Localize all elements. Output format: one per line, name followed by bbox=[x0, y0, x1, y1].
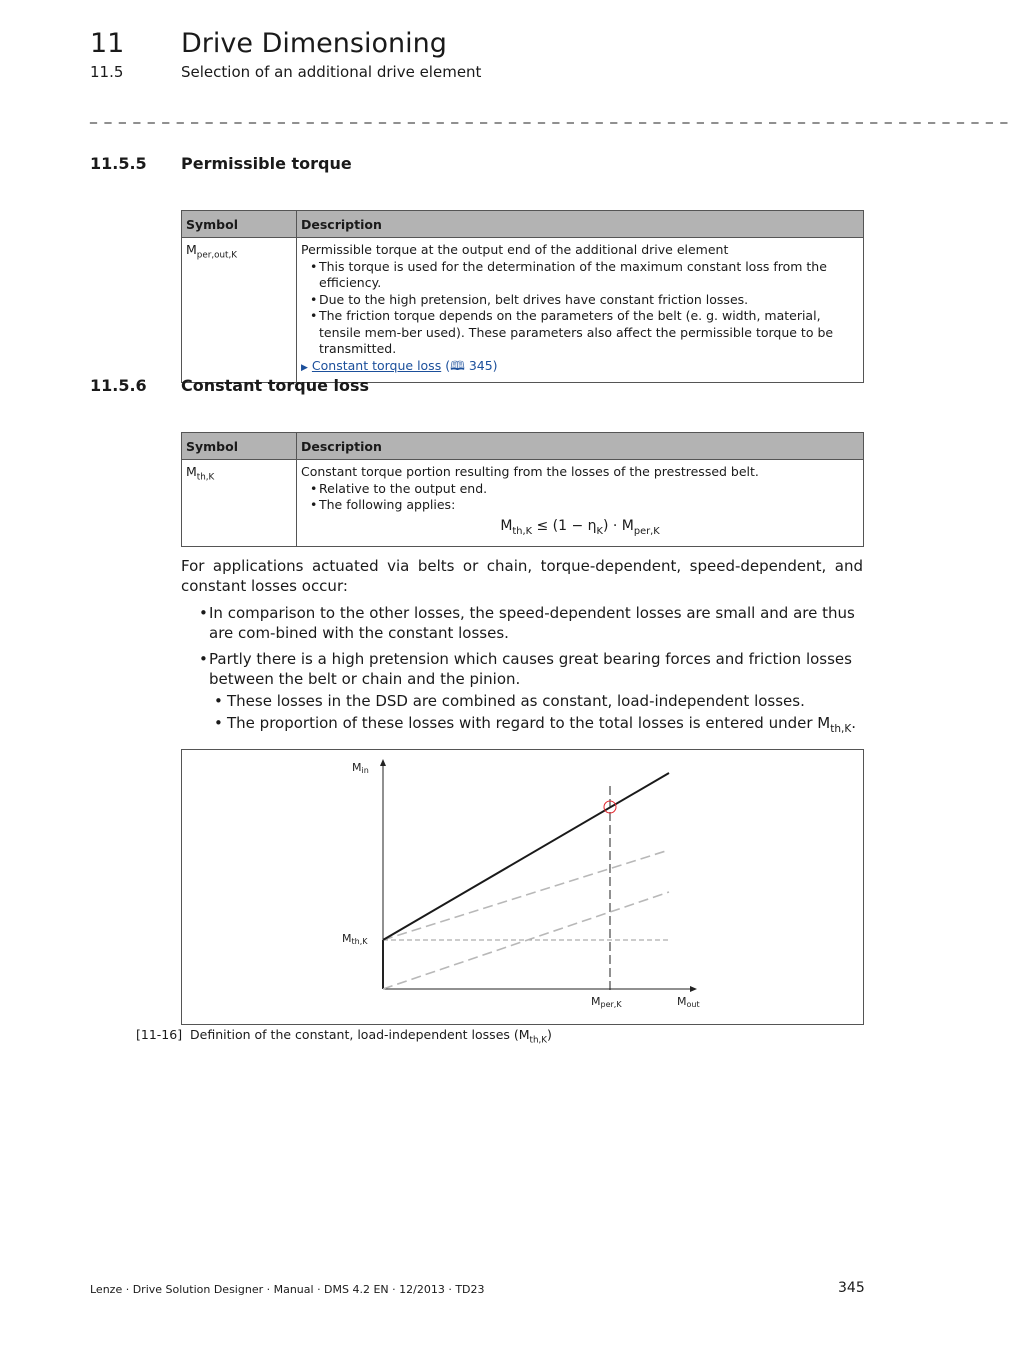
sub-bullet-dot: • bbox=[214, 714, 223, 732]
description-cell bbox=[297, 238, 864, 383]
symbol-main: M bbox=[186, 242, 197, 257]
sub-bullet-sub: th,K bbox=[830, 723, 852, 735]
section-title: Selection of an additional drive element bbox=[181, 63, 482, 81]
formula bbox=[301, 518, 859, 540]
list-item: • The friction torque depends on the parameters of the belt (e. g. width, material, tensile mem-ber used). These parameters also affect the permissible torque to be transmitted. bbox=[319, 308, 859, 358]
caption-text: Definition of the constant, load-independent losses (M bbox=[190, 1027, 530, 1042]
section-1156-number: 11.5.6 bbox=[90, 376, 147, 395]
cross-reference bbox=[301, 358, 859, 377]
list-item: • The following applies: bbox=[319, 497, 859, 514]
upper-grey-dashed-line bbox=[383, 850, 669, 940]
section-number: 11.5 bbox=[90, 63, 124, 81]
sub-bullet-dot: • bbox=[214, 692, 223, 710]
symbol-sub: per,out,K bbox=[196, 250, 237, 261]
bullet-pretension: Partly there is a high pretension which causes great bearing forces and friction losses between the belt or chain and the pinion. bbox=[209, 650, 852, 688]
bullet-dot: • bbox=[199, 604, 208, 622]
table-header-symbol: Symbol bbox=[182, 433, 297, 460]
sub-bullet-dsd: These losses in the DSD are combined as constant, load-independent losses. bbox=[227, 692, 805, 710]
symbol-sub: th,K bbox=[196, 472, 215, 483]
symbol-cell bbox=[182, 238, 297, 383]
figure-caption bbox=[136, 1027, 552, 1046]
section-1155-number: 11.5.5 bbox=[90, 154, 147, 173]
page-number: 345 bbox=[838, 1280, 865, 1296]
permissible-torque-table bbox=[181, 210, 864, 383]
label-mth: Mth,K bbox=[342, 932, 368, 946]
torque-loss-diagram bbox=[181, 749, 864, 1025]
caption-number: [11-16] bbox=[136, 1027, 183, 1042]
main-torque-line bbox=[383, 773, 669, 940]
arrow-right-icon: ▶ bbox=[301, 362, 308, 373]
header-separator: _ _ _ _ _ _ _ _ _ _ _ _ _ _ _ _ _ _ _ _ _ _ _ _ _ _ _ _ _ _ _ _ _ _ _ _ _ _ _ _ _ _ _ _ _ _ _ _ _ _ _ _ _ _ _ _ _ _ _ _ _ _ _ _ bbox=[90, 108, 1009, 124]
description-intro: Constant torque portion resulting from the losses of the prestressed belt. bbox=[301, 464, 759, 479]
description-intro: Permissible torque at the output end of the additional drive element bbox=[301, 242, 729, 257]
formula-rhs-sub: per,K bbox=[633, 525, 660, 537]
footer-text: Lenze · Drive Solution Designer · Manual · DMS 4.2 EN · 12/2013 · TD23 bbox=[90, 1283, 485, 1296]
symbol-main: M bbox=[186, 464, 197, 479]
symbol-cell bbox=[182, 460, 297, 547]
table-header-description: Description bbox=[297, 433, 864, 460]
link-ref-open: ( bbox=[445, 357, 451, 373]
formula-lhs-sub: th,K bbox=[512, 525, 532, 537]
table-row bbox=[182, 460, 864, 547]
chapter-title: Drive Dimensioning bbox=[181, 28, 447, 59]
formula-eta-sub: K bbox=[596, 525, 603, 537]
diagram-svg bbox=[182, 750, 863, 1024]
formula-middle: ≤ (1 − η bbox=[532, 517, 597, 534]
book-icon: 🕮 bbox=[450, 357, 465, 373]
caption-end: ) bbox=[547, 1027, 552, 1042]
intro-paragraph: For applications actuated via belts or chain, torque-dependent, speed-dependent, and constant losses occur: bbox=[181, 557, 863, 595]
chapter-number: 11 bbox=[90, 28, 125, 59]
table-row bbox=[182, 238, 864, 383]
page-reference-link[interactable]: 345) bbox=[468, 357, 498, 373]
description-cell bbox=[297, 460, 864, 547]
sub-bullet-proportion bbox=[227, 714, 863, 740]
label-mout: Mout bbox=[677, 995, 700, 1009]
constant-torque-loss-table bbox=[181, 432, 864, 547]
sub-bullet-text: The proportion of these losses with regard to the total losses is entered under M bbox=[227, 714, 831, 732]
sub-bullet-end: . bbox=[851, 714, 857, 732]
section-1156-title: Constant torque loss bbox=[181, 376, 370, 395]
table-header-symbol: Symbol bbox=[182, 211, 297, 238]
list-item: • This torque is used for the determination of the maximum constant loss from the efficiency. bbox=[319, 259, 859, 292]
caption-sub: th,K bbox=[529, 1035, 548, 1046]
constant-torque-loss-link[interactable]: Constant torque loss bbox=[311, 357, 442, 373]
label-mper: Mper,K bbox=[591, 995, 622, 1009]
bullet-dot: • bbox=[199, 650, 208, 668]
list-item: • Due to the high pretension, belt drives have constant friction losses. bbox=[319, 292, 859, 309]
bullet-speed-dependent: In comparison to the other losses, the speed-dependent losses are small and are thus are com-bined with the constant losses. bbox=[209, 604, 855, 642]
table-header-description: Description bbox=[297, 211, 864, 238]
formula-close: ) · M bbox=[602, 517, 634, 534]
label-min: Min bbox=[352, 761, 369, 775]
section-1155-title: Permissible torque bbox=[181, 154, 352, 173]
formula-lhs: M bbox=[500, 517, 513, 534]
list-item: • Relative to the output end. bbox=[319, 481, 859, 498]
